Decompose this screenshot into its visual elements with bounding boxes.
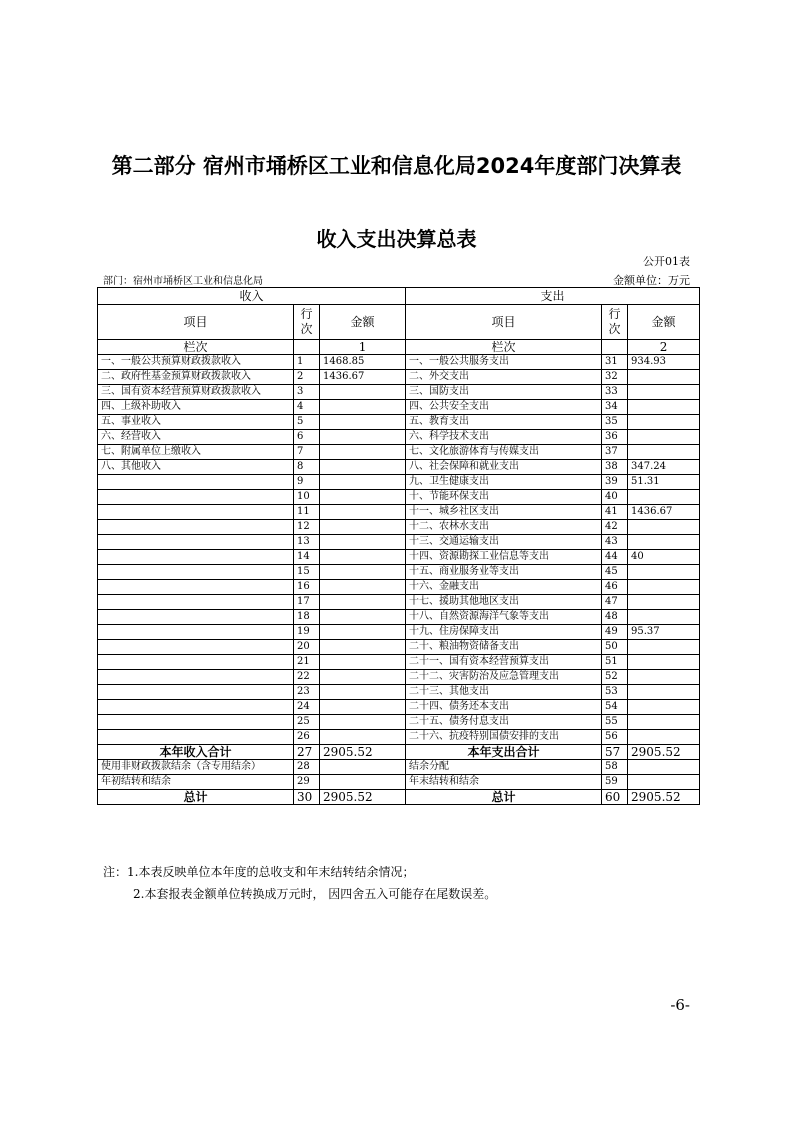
expense-column-number: 2 [628,340,700,355]
income-amount [320,475,406,490]
expense-line: 38 [602,460,628,475]
income-expense-table [97,287,700,805]
expense-line: 55 [602,715,628,730]
expense-amount-header: 金额 [628,305,700,340]
income-line: 8 [294,460,320,475]
income-line: 11 [294,505,320,520]
expense-amount [628,580,700,595]
ending-balance-line: 59 [602,775,628,790]
expense-item: 十七、援助其他地区支出 [406,595,602,610]
expense-item-header: 项目 [406,305,602,340]
expense-item: 二十、粮油物资储备支出 [406,640,602,655]
beginning-balance-amount [320,775,406,790]
income-line: 24 [294,700,320,715]
grand-total-expense-amount: 2905.52 [628,790,700,805]
expense-amount: 934.93 [628,355,700,370]
income-line: 22 [294,670,320,685]
table-row [98,595,700,610]
expense-line: 56 [602,730,628,745]
nonfiscal-surplus-amount [320,760,406,775]
table-row [98,385,700,400]
income-item [98,670,294,685]
expense-amount [628,430,700,445]
nonfiscal-surplus-label: 使用非财政拨款结余（含专用结余） [98,760,294,775]
income-line: 5 [294,415,320,430]
table-row [98,550,700,565]
expense-item: 十八、自然资源海洋气象等支出 [406,610,602,625]
income-amount [320,700,406,715]
expense-item: 十、节能环保支出 [406,490,602,505]
expense-item: 九、卫生健康支出 [406,475,602,490]
expense-column-blank [602,340,628,355]
income-line: 25 [294,715,320,730]
expense-line: 51 [602,655,628,670]
expense-amount [628,655,700,670]
expense-item: 二十四、债务还本支出 [406,700,602,715]
income-line: 19 [294,625,320,640]
expense-amount [628,535,700,550]
income-line-header: 行次 [294,305,320,340]
income-item [98,535,294,550]
income-item: 三、国有资本经营预算财政拨款收入 [98,385,294,400]
expense-amount [628,445,700,460]
table-row [98,400,700,415]
expense-line: 33 [602,385,628,400]
income-item [98,490,294,505]
income-item [98,580,294,595]
table-row [98,670,700,685]
income-line: 10 [294,490,320,505]
expense-line: 41 [602,505,628,520]
expense-item: 十一、城乡社区支出 [406,505,602,520]
income-item [98,685,294,700]
expense-item: 二十三、其他支出 [406,685,602,700]
expense-item: 十九、住房保障支出 [406,625,602,640]
income-line: 17 [294,595,320,610]
expense-line: 47 [602,595,628,610]
income-amount [320,655,406,670]
income-amount [320,610,406,625]
income-line: 6 [294,430,320,445]
expense-line: 53 [602,685,628,700]
expense-total-line: 57 [602,745,628,760]
income-item: 二、政府性基金预算财政拨款收入 [98,370,294,385]
table-row [98,430,700,445]
income-line: 26 [294,730,320,745]
table-row [98,475,700,490]
income-item [98,550,294,565]
expense-item: 二十二、灾害防治及应急管理支出 [406,670,602,685]
surplus-distribution-label: 结余分配 [406,760,602,775]
income-amount [320,415,406,430]
income-line: 1 [294,355,320,370]
expense-item: 一、一般公共服务支出 [406,355,602,370]
ending-balance-label: 年末结转和结余 [406,775,602,790]
expense-line: 54 [602,700,628,715]
income-item [98,640,294,655]
income-line: 12 [294,520,320,535]
income-item [98,730,294,745]
income-amount [320,460,406,475]
table-row [98,490,700,505]
income-item: 一、一般公共预算财政拨款收入 [98,355,294,370]
expense-amount [628,595,700,610]
income-line: 9 [294,475,320,490]
expense-amount [628,565,700,580]
expense-item: 二十六、抗疫特别国债安排的支出 [406,730,602,745]
expense-amount [628,715,700,730]
income-amount [320,595,406,610]
income-column-number: 1 [320,340,406,355]
income-item [98,625,294,640]
expense-item: 五、教育支出 [406,415,602,430]
income-amount [320,505,406,520]
expense-line: 36 [602,430,628,445]
income-item [98,475,294,490]
expense-amount: 1436.67 [628,505,700,520]
surplus-distribution-line: 58 [602,760,628,775]
income-total-amount: 2905.52 [320,745,406,760]
department-label: 部门：宿州市埇桥区工业和信息化局 [103,276,263,287]
expense-item: 三、国防支出 [406,385,602,400]
notes [103,861,496,905]
expense-total-label: 本年支出合计 [406,745,602,760]
income-amount [320,385,406,400]
table-title: 收入支出决算总表 [316,227,477,251]
income-item-header: 项目 [98,305,294,340]
income-amount [320,490,406,505]
income-amount [320,535,406,550]
income-amount [320,625,406,640]
note-1: 注：1.本表反映单位本年度的总收支和年末结转结余情况； [103,865,415,879]
expense-line: 32 [602,370,628,385]
table-row [98,355,700,370]
income-line: 4 [294,400,320,415]
beginning-balance-label: 年初结转和结余 [98,775,294,790]
expense-amount [628,400,700,415]
table-row [98,535,700,550]
table-row [98,505,700,520]
expense-line: 42 [602,520,628,535]
expense-line: 31 [602,355,628,370]
beginning-balance-line: 29 [294,775,320,790]
expense-total-amount: 2905.52 [628,745,700,760]
page-title: 第二部分 宿州市埇桥区工业和信息化局2024年度部门决算表 [111,154,682,178]
expense-amount [628,490,700,505]
income-line: 16 [294,580,320,595]
table-row [98,565,700,580]
expense-amount [628,640,700,655]
expense-amount [628,670,700,685]
expense-line: 49 [602,625,628,640]
income-amount [320,565,406,580]
expense-header: 支出 [406,288,700,305]
amount-unit: 金额单位：万元 [613,274,690,287]
income-amount [320,715,406,730]
expense-item: 七、文化旅游体育与传媒支出 [406,445,602,460]
expense-amount [628,520,700,535]
income-item [98,505,294,520]
expense-amount [628,415,700,430]
expense-line: 45 [602,565,628,580]
income-amount [320,640,406,655]
expense-item: 六、科学技术支出 [406,430,602,445]
expense-item: 十三、交通运输支出 [406,535,602,550]
expense-line: 39 [602,475,628,490]
expense-item: 十二、农林水支出 [406,520,602,535]
income-amount [320,520,406,535]
income-column-blank [294,340,320,355]
income-line: 23 [294,685,320,700]
income-line: 18 [294,610,320,625]
expense-amount: 40 [628,550,700,565]
income-amount [320,400,406,415]
expense-column-label: 栏次 [406,340,602,355]
expense-amount [628,700,700,715]
income-item: 七、附属单位上缴收入 [98,445,294,460]
expense-amount [628,730,700,745]
grand-total-income-amount: 2905.52 [320,790,406,805]
income-item [98,655,294,670]
expense-amount: 95.37 [628,625,700,640]
income-amount [320,580,406,595]
expense-item: 八、社会保障和就业支出 [406,460,602,475]
ending-balance-amount [628,775,700,790]
income-item [98,595,294,610]
table-row [98,580,700,595]
grand-total-expense-label: 总计 [406,790,602,805]
table-row [98,640,700,655]
expense-amount [628,685,700,700]
expense-line: 44 [602,550,628,565]
income-line: 3 [294,385,320,400]
income-amount [320,550,406,565]
grand-total-income-line: 30 [294,790,320,805]
income-item: 五、事业收入 [98,415,294,430]
table-row [98,370,700,385]
expense-item: 二十五、债务付息支出 [406,715,602,730]
table-row [98,685,700,700]
income-line: 7 [294,445,320,460]
expense-item: 十五、商业服务业等支出 [406,565,602,580]
expense-amount [628,610,700,625]
income-item: 六、经营收入 [98,430,294,445]
table-row [98,700,700,715]
grand-total-income-label: 总计 [98,790,294,805]
income-column-label: 栏次 [98,340,294,355]
income-amount-header: 金额 [320,305,406,340]
expense-item: 二、外交支出 [406,370,602,385]
expense-item: 十六、金融支出 [406,580,602,595]
expense-line-header: 行次 [602,305,628,340]
income-amount: 1436.67 [320,370,406,385]
income-item [98,520,294,535]
income-amount [320,730,406,745]
income-header: 收入 [98,288,406,305]
income-total-line: 27 [294,745,320,760]
page-number: -6- [670,996,690,1014]
income-amount [320,685,406,700]
table-row [98,655,700,670]
expense-amount [628,370,700,385]
nonfiscal-surplus-line: 28 [294,760,320,775]
income-item: 八、其他收入 [98,460,294,475]
expense-line: 35 [602,415,628,430]
grand-total-expense-line: 60 [602,790,628,805]
surplus-distribution-amount [628,760,700,775]
table-row [98,520,700,535]
table-row [98,415,700,430]
table-row [98,730,700,745]
note-2: 2.本套报表金额单位转换成万元时， 因四舍五入可能存在尾数误差。 [133,887,497,901]
expense-line: 43 [602,535,628,550]
table-row [98,610,700,625]
income-item [98,565,294,580]
income-line: 13 [294,535,320,550]
expense-item: 四、公共安全支出 [406,400,602,415]
income-item [98,700,294,715]
expense-line: 46 [602,580,628,595]
expense-line: 52 [602,670,628,685]
table-row [98,715,700,730]
table-row [98,460,700,475]
income-amount [320,445,406,460]
table-row [98,445,700,460]
income-line: 20 [294,640,320,655]
expense-item: 十四、资源勘探工业信息等支出 [406,550,602,565]
form-code: 公开01表 [643,255,690,268]
expense-amount: 51.31 [628,475,700,490]
income-line: 15 [294,565,320,580]
expense-line: 37 [602,445,628,460]
expense-line: 34 [602,400,628,415]
expense-amount [628,385,700,400]
expense-amount: 347.24 [628,460,700,475]
table-row [98,625,700,640]
income-item [98,610,294,625]
expense-line: 48 [602,610,628,625]
expense-line: 50 [602,640,628,655]
income-amount [320,670,406,685]
income-amount [320,430,406,445]
expense-item: 二十一、国有资本经营预算支出 [406,655,602,670]
expense-line: 40 [602,490,628,505]
income-total-label: 本年收入合计 [98,745,294,760]
income-item: 四、上级补助收入 [98,400,294,415]
income-amount: 1468.85 [320,355,406,370]
income-line: 2 [294,370,320,385]
income-item [98,715,294,730]
income-line: 14 [294,550,320,565]
income-line: 21 [294,655,320,670]
